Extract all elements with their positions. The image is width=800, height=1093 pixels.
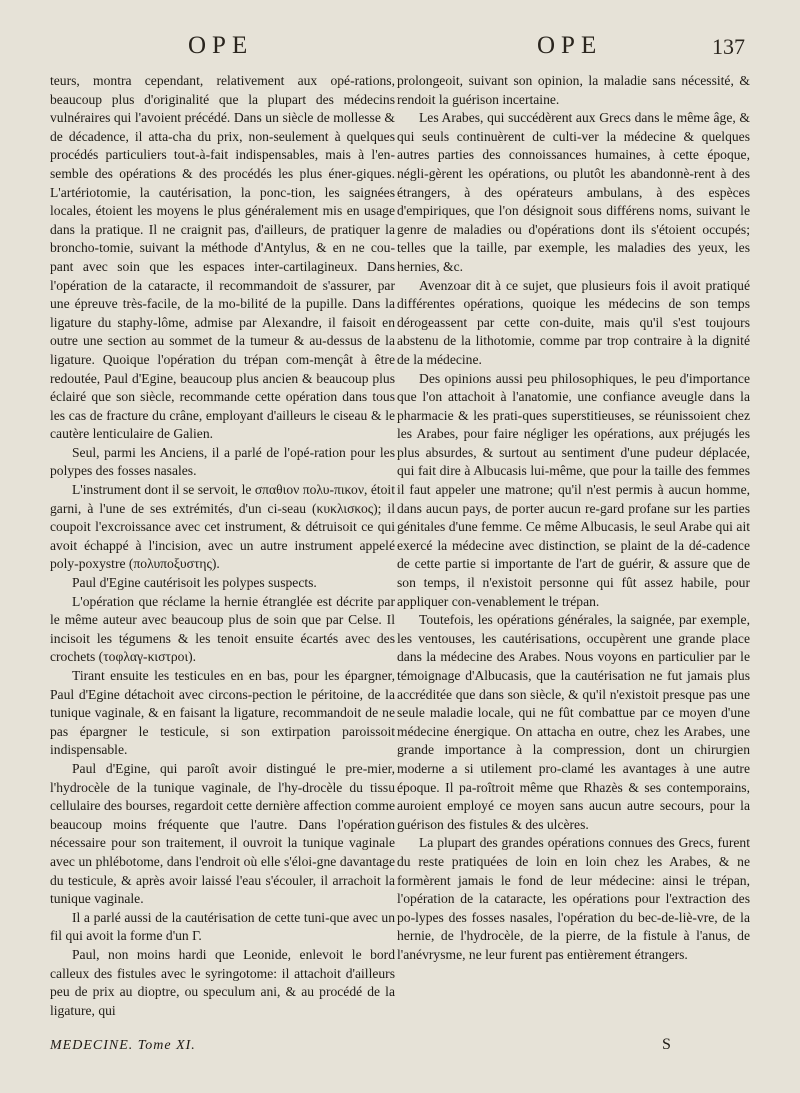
paragraph: prolongeoit, suivant son opinion, la maladie sans nécessité, & rendoit la guérison incertaine. — [397, 73, 750, 107]
paragraph: L'opération que réclame la hernie étranglée est décrite par le même auteur avec beaucoup plus de soin que par Celse. Il incisoit les tégumens & les tenoit ensuite écartés avec des crochets (τοφλαγ-κιστροι). — [50, 593, 395, 665]
paragraph: Les Arabes, qui succédèrent aux Grecs dans le même âge, & qui seuls continuèrent de culti-ver la médecine & quelques autres parties des connoissances humaines, à cette époque, négli-gèrent les opérations, ou plutôt les abandonnè-rent à des étrangers, à des opérateurs ambulans, à des espèces d'empiriques, que l'on désignoit sous différens noms, suivant le genre de maladies ou d'opérations dont ils s'étoient occupés; telles que la taille, par exemple, les maladies des yeux, les hernies, &c. — [397, 110, 750, 274]
paragraph: Paul, non moins hardi que Leonide, enlevoit le bord calleux des fistules avec le syringotome: il attachoit d'ailleurs peu de prix au dioptre, ou speculum ani, & au procédé de la ligature, qui — [50, 946, 395, 1018]
paragraph: L'instrument dont il se servoit, le σπαθιον πολυ-πικον, étoit garni, à l'une de ses extrémités, d'un ci-seau (κυκλισκος); il coupoit l'excroissance avec cet instrument, & détruisoit ce qui avoit échappé à l'incision, avec un autre instrument appelé poly-poxystre (πολυποξυστης). — [50, 482, 395, 572]
paragraph: La plupart des grandes opérations connues des Grecs, furent du reste pratiquées de loin en loin chez les Arabes, & ne formèrent jamais le fond de leur médecine: ainsi le trépan, l'opération de la cataracte, les opérations pour l'extraction des po-lypes des fosses nasales, l'opération du bec-de-liè-vre, de la hernie, de l'hydrocèle, de la pierre, de la fistule à l'anus, de l'anévrysme, ne leur furent pas entièrement étrangers. — [397, 835, 750, 962]
page-header — [0, 32, 800, 72]
signature-title: MEDECINE. Tome XI. — [50, 1038, 196, 1053]
paragraph: Il a parlé aussi de la cautérisation de cette tuni-que avec un fil qui avoit la forme d'un Γ. — [50, 909, 395, 944]
page-number: 137 — [712, 34, 745, 59]
signature-mark: S — [662, 1036, 671, 1053]
paragraph: Avenzoar dit à ce sujet, que plusieurs fois il avoit pratiqué différentes opérations, quoique les médecins de son temps dérogeassent par cette con-duite, mais qu'il s'est toujours abstenu de la lithotomie, comme par trop contraire à la dignité de la médecine. — [397, 277, 750, 367]
right-column — [397, 72, 750, 965]
page-footer — [50, 1038, 750, 1064]
paragraph: teurs, montra cependant, relativement aux opé-rations, beaucoup plus d'originalité que la plupart des médecins vulnéraires qui l'avoient précédé. Dans un siècle de mollesse & de décadence, il atta-cha du prix, non-seulement à quelques procédés particuliers tout-à-fait indispensables, mais à l'en-semble des opérations & des procédés les plus éner-giques. L'artériotomie, la cautérisation, la ponc-tion, les saignées locales, étoient les moyens le plus généralement mis en usage dans la pratique. Il ne craignit pas, d'ailleurs, de pratiquer la broncho-tomie, suivant la méthode d'Antylus, & en ne cou-pant avec soin que les espaces inter-cartilagineux. Dans l'opération de la cataracte, il recommandoit de s'assurer, par une épreuve très-facile, de la mo-bilité de la pupille. Dans la ligature du staphy-lôme, admise par Alexandre, il faisoit en outre une section au sommet de la tumeur & au-dessus de la ligature. Quoique l'opération du trépan com-mençât à être redoutée, Paul d'Egine, beaucoup plus ancien & beaucoup plus éclairé que son siècle, recommande cette opération dans tous les cas de fracture du crâne, employant d'ailleurs le ciseau & le cautère lenticulaire de Galien. — [50, 73, 395, 442]
paragraph: Paul d'Egine cautérisoit les polypes suspects. — [72, 575, 317, 591]
running-head-right: OPE — [537, 32, 603, 59]
left-column — [50, 72, 395, 1020]
paragraph: Toutefois, les opérations générales, la saignée, par exemple, les ventouses, les cautérisations, occupèrent une grande place dans la médecine des Arabes. Nous voyons en particulier par le témoignage d'Albucasis, que la cautérisation ne fut jamais plus accréditée que dans son siècle, & qu'il n'existoit presque pas une seule maladie locale, qui ne fût combattue par ce moyen d'une médecine énergique. On attacha en outre, chez les Arabes, une grande importance à la compression, dont un chirurgien moderne a si utilement pro-clamé les avantages à une autre époque. Il pa-roîtroit même que Rhazès & ses contemporains, auroient employé ce moyen sans aucun autre secours, pour la guérison des fistules & des ulcères. — [397, 612, 750, 832]
paragraph: Tirant ensuite les testicules en en bas, pour les épargner, Paul d'Egine détachoit avec circons-pection le péritoine, de la tunique vaginale, & en faisant la ligature, recommandoit de ne pas épargner le testicule, si son extirpation paroissoit indispensable. — [50, 668, 395, 758]
running-head-left: OPE — [188, 32, 254, 59]
paragraph: Seul, parmi les Anciens, il a parlé de l'opé-ration pour les polypes des fosses nasales. — [50, 444, 395, 479]
paragraph: Paul d'Egine, qui paroît avoir distingué le pre-mier, l'hydrocèle de la tunique vaginale, de l'hy-drocèle du tissu cellulaire des bourses, regardoit cette dernière affection comme beaucoup moins fréquente que l'autre. Dans l'opération nécessaire pour son traitement, il ouvroit la tunique vaginale avec un phlébotome, dans l'endroit où elle s'éloi-gne davantage du testicule, & après avoir laissé l'eau s'écouler, il arrachoit la tunique vaginale. — [50, 760, 395, 907]
paragraph: Des opinions aussi peu philosophiques, le peu d'importance que l'on attachoit à l'anatomie, une confiance aveugle dans la pharmacie & les prati-ques superstitieuses, se réunissoient chez les Arabes, pour faire négliger les opérations, aux préjugés les plus absurdes, & surtout au sentiment d'une pudeur déplacée, qui fait dire à Albucasis lui-même, que pour la taille des femmes il faut appeler une matrone; qu'il n'est permis à aucun homme, dans aucun pays, de porter aucun re-gard profane sur les parties génitales d'une femme. Ce même Albucasis, le seul Arabe qui ait exercé la médecine avec distinction, se plaint de la dé-cadence de cette partie si importante de l'art de guérir, & assure que de son temps, il n'existoit personne qui fût assez habile, pour appliquer con-venablement le trépan. — [397, 370, 750, 609]
